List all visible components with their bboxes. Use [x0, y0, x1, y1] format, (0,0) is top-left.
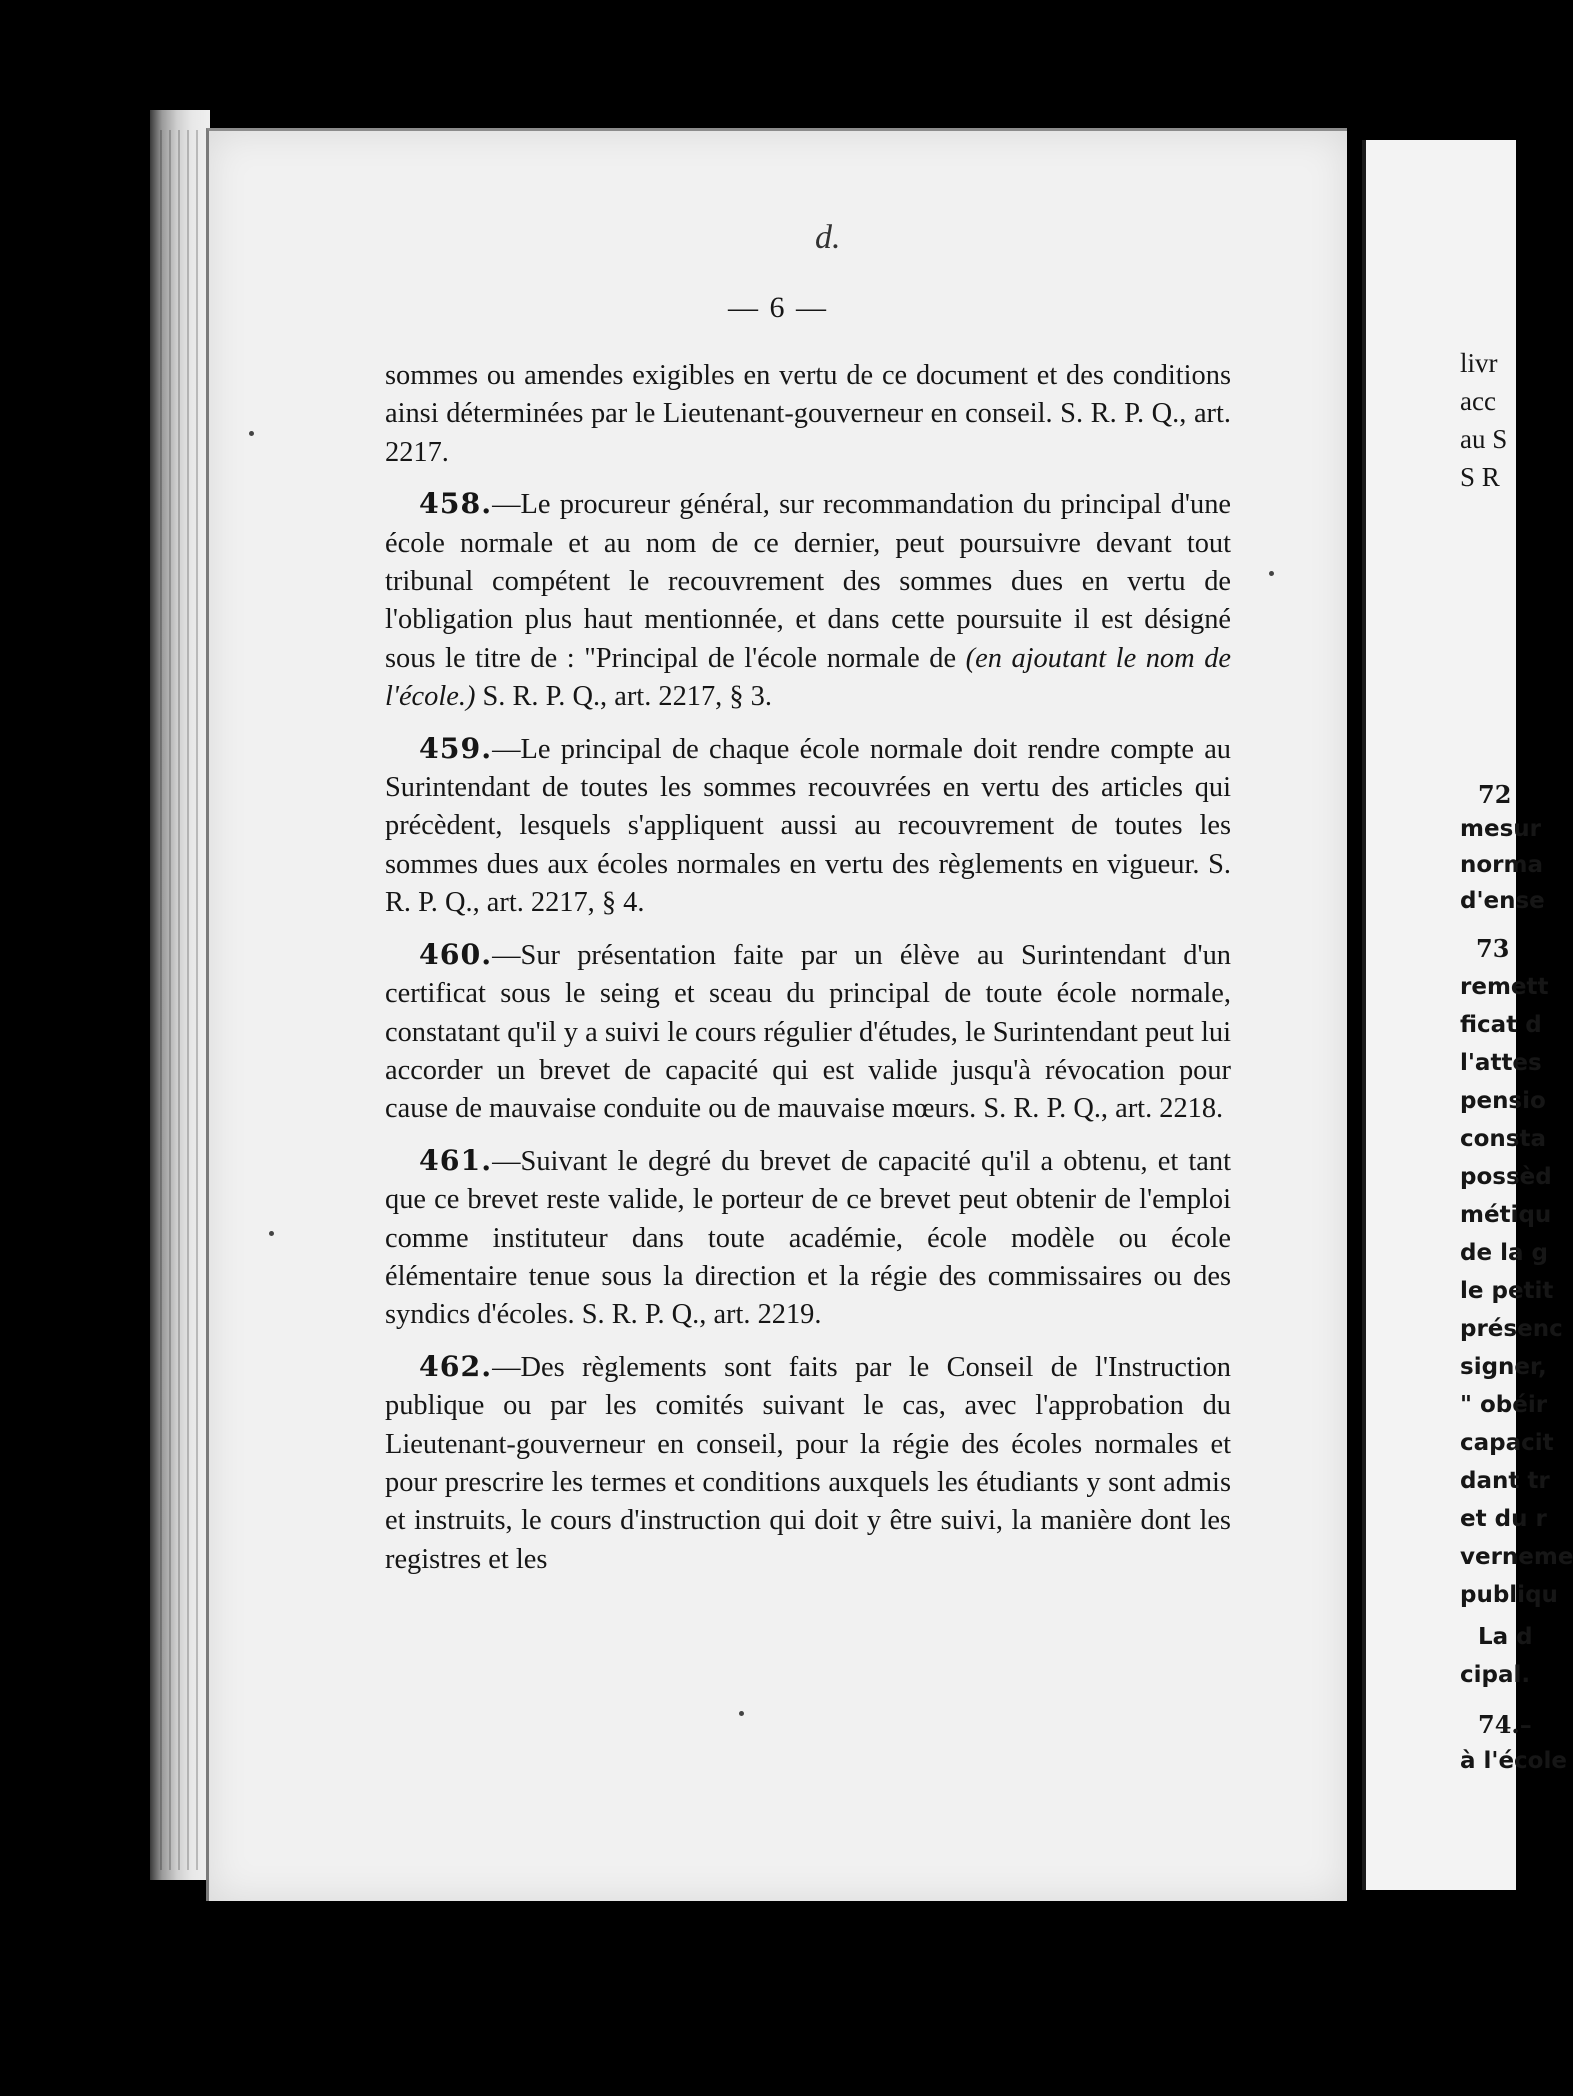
right-page-text: verneme — [1460, 1544, 1573, 1570]
right-page-text: S R — [1460, 462, 1500, 492]
paragraph-text: —Des règlements sont faits par le Conseil de l'Instruction publique ou par les comités suivant le cas, avec l'approbation du Lieutenant-gouverneur en conseil, pour la régie des écoles normales et pour prescrire les termes et conditions auxquels les étudiants y sont admis et instruits, le cours d'instruction qui doit y être suivi, la manière dont les registres et les — [385, 1351, 1231, 1575]
right-page-text: présenc — [1460, 1316, 1563, 1342]
right-page-text: le petit — [1460, 1278, 1554, 1304]
right-page-text: La d — [1478, 1624, 1533, 1650]
scan-speck — [269, 1231, 274, 1236]
right-page-article-number: 73 — [1476, 934, 1510, 963]
right-page-text: livr — [1460, 348, 1498, 378]
scan-speck — [739, 1711, 744, 1716]
article-460 — [385, 935, 1231, 1129]
book-spine-page-edges — [160, 130, 200, 1870]
paragraph-text: —Suivant le degré du brevet de capacité qu'il a obtenu, et tant que ce brevet reste valide, le porteur de ce brevet peut obtenir de l'emploi comme instituteur dans toute académie, école modèle ou école élémentaire tenue sous la direction et la régie des commissaires ou des syndics d'écoles. S. R. P. Q., art. 2219. — [385, 1145, 1231, 1331]
right-page-text: " obéir — [1460, 1392, 1548, 1418]
article-458 — [385, 484, 1231, 716]
right-page-text: publiqu — [1460, 1582, 1558, 1608]
right-page-text: au S — [1460, 424, 1508, 454]
scan-speck — [249, 431, 254, 436]
right-page-text: métiqu — [1460, 1202, 1552, 1228]
scan-speck — [1269, 571, 1274, 576]
left-page — [206, 128, 1347, 1901]
right-page-text: norma — [1460, 852, 1544, 878]
right-page-text: de la g — [1460, 1240, 1548, 1266]
right-page-text: acc — [1460, 386, 1496, 416]
right-page-text: possèd — [1460, 1164, 1552, 1190]
paragraph-text: sommes ou amendes exigibles en vertu de ce document et des conditions ainsi déterminées par le Lieutenant-gouverneur en conseil. S. R. P. Q., art. 2217. — [385, 360, 1231, 468]
article-462 — [385, 1347, 1231, 1579]
paragraph-italic-text: (en ajoutant le nom de l'école.) — [385, 642, 1231, 713]
article-number: 461. — [419, 1142, 493, 1177]
right-page-text: ficat d — [1460, 1012, 1542, 1038]
right-page-article-number: 72 — [1478, 780, 1512, 809]
paragraph-continuation — [385, 357, 1231, 472]
paragraph-citation: S. R. P. Q., art. 2217, § 3. — [475, 681, 772, 713]
page-body — [385, 357, 1231, 1591]
right-page-article-number: 74.– — [1478, 1710, 1532, 1739]
article-number: 459. — [419, 730, 493, 765]
page-number: — 6 — — [728, 291, 828, 324]
pencil-mark: d. — [815, 219, 841, 256]
paragraph-text: —Sur présentation faite par un élève au Surintendant d'un certificat sous le seing et sceau du principal de toute école normale, constatant qu'il y a suivi le cours régulier d'études, le Surintendant peut lui accorder un brevet de capacité qui est valide jusqu'à révocation pour cause de mauvaise conduite ou de mauvaise mœurs. S. R. P. Q., art. 2218. — [385, 939, 1231, 1125]
right-page-text: dant tr — [1460, 1468, 1550, 1494]
article-number: 460. — [419, 936, 493, 971]
right-page-text: signer, — [1460, 1354, 1547, 1380]
right-page-text: mesur — [1460, 816, 1541, 842]
right-page-fragment — [1362, 140, 1573, 1890]
article-461 — [385, 1141, 1231, 1335]
article-number: 458. — [419, 486, 493, 521]
article-459 — [385, 729, 1231, 923]
right-page-text: cipal. — [1460, 1662, 1531, 1688]
right-page-text: pensio — [1460, 1088, 1546, 1114]
right-page-text: l'attes — [1460, 1050, 1542, 1076]
article-number: 462. — [419, 1348, 493, 1383]
right-page-text: remett — [1460, 974, 1549, 1000]
right-page-text: à l'école — [1460, 1748, 1567, 1774]
right-page-text: consta — [1460, 1126, 1547, 1152]
paragraph-text: —Le principal de chaque école normale doit rendre compte au Surintendant de toutes les sommes recouvrées en vertu des articles qui précèdent, lesquels s'appliquent aussi au recouvrement de toutes les sommes dues aux écoles normales en vertu des règlements en vigueur. S. R. P. Q., art. 2217, § 4. — [385, 733, 1231, 919]
right-page-text: d'ense — [1460, 888, 1545, 914]
paragraph-text: —Le procureur général, sur recommandation du principal d'une école normale et au nom de ce dernier, peut poursuivre devant tout tribunal compétent le recouvrement des sommes dues en vertu de l'obligation plus haut mentionnée, et dans cette poursuite il est désigné sous le titre de : "Principal de l'école normale de — [385, 489, 1231, 674]
right-page-text: et du r — [1460, 1506, 1547, 1532]
right-page-text: capacit — [1460, 1430, 1554, 1456]
